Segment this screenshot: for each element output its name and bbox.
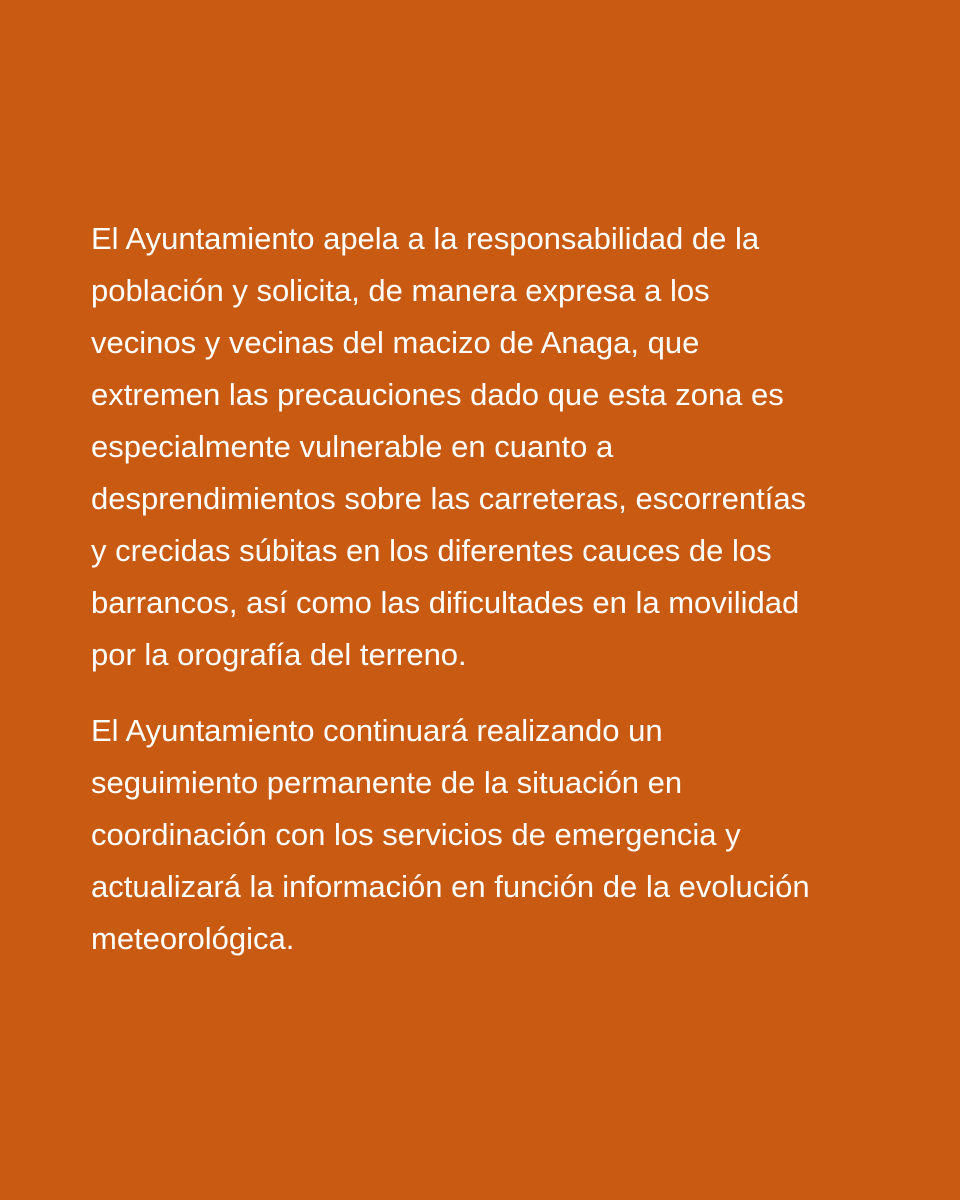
announcement-text: [91, 213, 901, 965]
text-line: y crecidas súbitas en los diferentes cauces de los: [91, 533, 772, 568]
text-line: vecinos y vecinas del macizo de Anaga, que: [91, 325, 700, 360]
text-line: especialmente vulnerable en cuanto a: [91, 429, 614, 464]
paragraph-responsibility: [91, 213, 901, 681]
text-line: coordinación con los servicios de emergencia y: [91, 817, 741, 852]
text-line: meteorológica.: [91, 921, 295, 956]
text-line: El Ayuntamiento apela a la responsabilidad de la: [91, 221, 760, 256]
text-line: población y solicita, de manera expresa a los: [91, 273, 710, 308]
text-line: El Ayuntamiento continuará realizando un: [91, 713, 663, 748]
text-line: extremen las precauciones dado que esta zona es: [91, 377, 784, 412]
text-line: actualizará la información en función de la evolución: [91, 869, 810, 904]
text-line: barrancos, así como las dificultades en la movilidad: [91, 585, 800, 620]
paragraph-follow-up: [91, 705, 901, 965]
text-line: seguimiento permanente de la situación en: [91, 765, 683, 800]
text-line: desprendimientos sobre las carreteras, escorrentías: [91, 481, 807, 516]
text-line: por la orografía del terreno.: [91, 637, 467, 672]
